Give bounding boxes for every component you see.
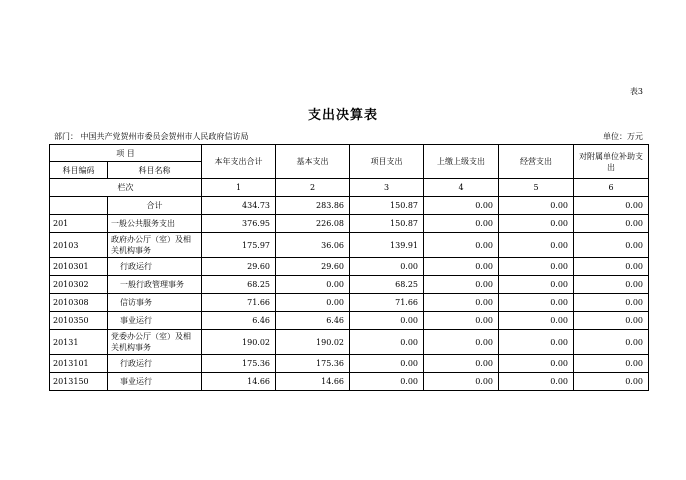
project-value: 71.66 <box>350 294 424 312</box>
upper-value: 0.00 <box>424 215 499 233</box>
table-number: 表3 <box>629 87 643 96</box>
upper-value: 0.00 <box>424 330 499 355</box>
total-value: 434.73 <box>202 197 276 215</box>
column-number: 4 <box>424 179 499 197</box>
table-row <box>50 373 649 391</box>
upper-value: 0.00 <box>424 373 499 391</box>
column-number: 5 <box>499 179 574 197</box>
total-value: 71.66 <box>202 294 276 312</box>
subject-code: 2010350 <box>50 312 108 330</box>
project-value: 0.00 <box>350 312 424 330</box>
subsidy-value: 0.00 <box>574 373 649 391</box>
subsidy-value: 0.00 <box>574 312 649 330</box>
total-value: 6.46 <box>202 312 276 330</box>
subject-name: 党委办公厅（室）及相关机构事务 <box>108 330 202 355</box>
header-business: 经营支出 <box>499 145 574 179</box>
subject-code: 2010308 <box>50 294 108 312</box>
total-value: 175.36 <box>202 355 276 373</box>
subsidy-value: 0.00 <box>574 215 649 233</box>
project-value: 0.00 <box>350 355 424 373</box>
department-label: 部门： 中国共产党贺州市委员会贺州市人民政府信访局 <box>54 132 249 141</box>
table-row <box>50 330 649 355</box>
subject-name: 信访事务 <box>108 294 202 312</box>
upper-value: 0.00 <box>424 197 499 215</box>
subsidy-value: 0.00 <box>574 233 649 258</box>
business-value: 0.00 <box>499 330 574 355</box>
column-number: 1 <box>202 179 276 197</box>
header-subject-code: 科目编码 <box>50 162 108 179</box>
upper-value: 0.00 <box>424 312 499 330</box>
subject-name: 合计 <box>108 197 202 215</box>
table-row <box>50 197 649 215</box>
upper-value: 0.00 <box>424 276 499 294</box>
basic-value: 6.46 <box>276 312 350 330</box>
subsidy-value: 0.00 <box>574 258 649 276</box>
basic-value: 283.86 <box>276 197 350 215</box>
upper-value: 0.00 <box>424 233 499 258</box>
subject-name: 一般公共服务支出 <box>108 215 202 233</box>
basic-value: 36.06 <box>276 233 350 258</box>
basic-value: 190.02 <box>276 330 350 355</box>
total-value: 68.25 <box>202 276 276 294</box>
column-number-label: 栏次 <box>50 179 202 197</box>
business-value: 0.00 <box>499 233 574 258</box>
project-value: 139.91 <box>350 233 424 258</box>
business-value: 0.00 <box>499 373 574 391</box>
subject-code: 2010302 <box>50 276 108 294</box>
business-value: 0.00 <box>499 258 574 276</box>
business-value: 0.00 <box>499 294 574 312</box>
total-value: 29.60 <box>202 258 276 276</box>
upper-value: 0.00 <box>424 294 499 312</box>
subject-code: 20131 <box>50 330 108 355</box>
basic-value: 0.00 <box>276 276 350 294</box>
subject-code <box>50 197 108 215</box>
upper-value: 0.00 <box>424 355 499 373</box>
page-title: 支出决算表 <box>307 108 378 123</box>
subject-name: 行政运行 <box>108 355 202 373</box>
project-value: 150.87 <box>350 197 424 215</box>
total-value: 14.66 <box>202 373 276 391</box>
subject-name: 政府办公厅（室）及相关机构事务 <box>108 233 202 258</box>
subject-name: 事业运行 <box>108 312 202 330</box>
upper-value: 0.00 <box>424 258 499 276</box>
column-number: 6 <box>574 179 649 197</box>
subsidy-value: 0.00 <box>574 330 649 355</box>
project-value: 0.00 <box>350 330 424 355</box>
table-row <box>50 312 649 330</box>
project-value: 0.00 <box>350 373 424 391</box>
subject-code: 2013101 <box>50 355 108 373</box>
basic-value: 175.36 <box>276 355 350 373</box>
header-item: 项 目 <box>50 145 202 162</box>
basic-value: 29.60 <box>276 258 350 276</box>
basic-value: 0.00 <box>276 294 350 312</box>
basic-value: 14.66 <box>276 373 350 391</box>
subject-name: 事业运行 <box>108 373 202 391</box>
subsidy-value: 0.00 <box>574 197 649 215</box>
table-row <box>50 215 649 233</box>
business-value: 0.00 <box>499 197 574 215</box>
total-value: 190.02 <box>202 330 276 355</box>
subject-name: 行政运行 <box>108 258 202 276</box>
table-row <box>50 294 649 312</box>
column-number: 3 <box>350 179 424 197</box>
subsidy-value: 0.00 <box>574 276 649 294</box>
project-value: 68.25 <box>350 276 424 294</box>
header-basic: 基本支出 <box>276 145 350 179</box>
subject-code: 2010301 <box>50 258 108 276</box>
business-value: 0.00 <box>499 312 574 330</box>
subject-code: 20103 <box>50 233 108 258</box>
header-subsidy: 对附属单位补助支出 <box>574 145 649 179</box>
subsidy-value: 0.00 <box>574 355 649 373</box>
basic-value: 226.08 <box>276 215 350 233</box>
header-project: 项目支出 <box>350 145 424 179</box>
table-row <box>50 355 649 373</box>
table-row <box>50 276 649 294</box>
total-value: 175.97 <box>202 233 276 258</box>
project-value: 150.87 <box>350 215 424 233</box>
business-value: 0.00 <box>499 215 574 233</box>
header-total: 本年支出合计 <box>202 145 276 179</box>
total-value: 376.95 <box>202 215 276 233</box>
header-subject-name: 科目名称 <box>108 162 202 179</box>
subject-code: 2013150 <box>50 373 108 391</box>
table-row <box>50 233 649 258</box>
table-row <box>50 258 649 276</box>
project-value: 0.00 <box>350 258 424 276</box>
expenditure-table <box>49 144 649 391</box>
header-upper: 上缴上级支出 <box>424 145 499 179</box>
subsidy-value: 0.00 <box>574 294 649 312</box>
column-number: 2 <box>276 179 350 197</box>
business-value: 0.00 <box>499 355 574 373</box>
business-value: 0.00 <box>499 276 574 294</box>
subject-name: 一般行政管理事务 <box>108 276 202 294</box>
unit-label: 单位：万元 <box>603 132 643 141</box>
subject-code: 201 <box>50 215 108 233</box>
